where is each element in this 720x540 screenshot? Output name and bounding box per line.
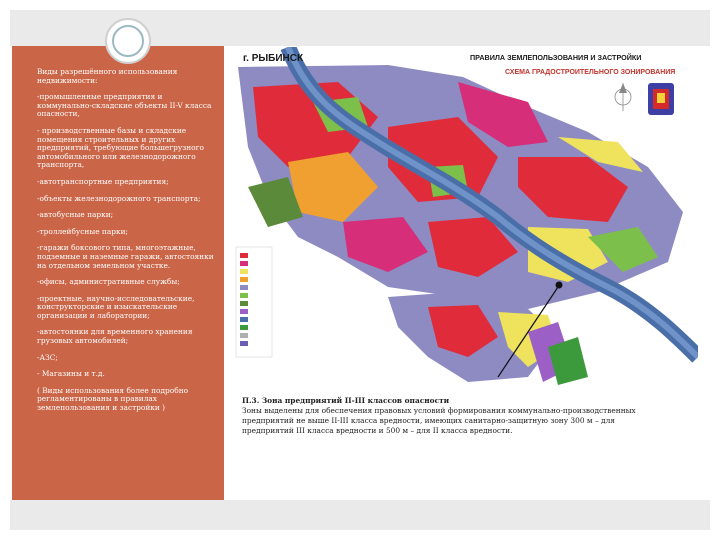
list-item: -троллейбусные парки;: [37, 226, 129, 236]
coat-of-arms-icon: [648, 83, 674, 115]
list-item: -АЗС;: [37, 352, 58, 362]
usage-list: [12, 46, 224, 413]
map-subtitle: ПРАВИЛА ЗЕМЛЕПОЛЬЗОВАНИЯ И ЗАСТРОЙКИ: [470, 53, 642, 62]
list-item: -офисы, административные службы;: [37, 277, 180, 287]
list-item: -автобусные парки;: [37, 210, 114, 220]
map-title: г. РЫБИНСК: [243, 53, 304, 64]
list-item: -гаражи боксового типа, многоэтажные, подземные и наземные гаражи, автостоянки на отдельном земельном участке.: [37, 243, 214, 270]
zone-description: [242, 396, 662, 436]
list-item: - Магазины и т.д.: [37, 369, 105, 379]
list-item: Виды разрешённого использования недвижимости:: [37, 67, 178, 85]
zone-description-title: П.3. Зона предприятий II-III классов опасности: [242, 396, 450, 405]
slide-bottom-band: [10, 500, 710, 530]
zone-description-body: Зоны выделены для обеспечения правовых условий формирования коммунально-производственных предприятий не выше II-III класса вредности, имеющих санитарно-защитную зону 300 м – для предприятий III класса вредности и 500 м – для II класса вредности.: [242, 406, 636, 435]
list-item: -объекты железнодорожного транспорта;: [37, 193, 201, 203]
zoning-map: [228, 47, 698, 385]
list-item: ( Виды использования более подробно регламентированы в правилах землепользования и застройки ): [37, 385, 189, 413]
map-subtitle-zoning: СХЕМА ГРАДОСТРОИТЕЛЬНОГО ЗОНИРОВАНИЯ: [505, 69, 676, 76]
sidebar-panel: [12, 46, 224, 500]
list-item: -промышленные предприятия и коммунально-складские объекты II-V класса опасности,: [37, 92, 212, 119]
list-item: -автотранспортные предприятия;: [37, 176, 169, 186]
map-legend: [236, 247, 272, 357]
circle-ornament-icon: [105, 18, 151, 64]
list-item: -автостоянки для временного хранения грузовых автомобилей;: [37, 327, 193, 346]
list-item: - производственные базы и складские помещения строительных и других предприятий, требующие большегрузного автомобильного или железнодорожного транспорта,: [37, 125, 204, 170]
list-item: -проектные, научно-исследовательские, конструкторские и изыскательские организации и лаборатории;: [37, 293, 195, 320]
zone-marker-icon: [556, 282, 563, 289]
